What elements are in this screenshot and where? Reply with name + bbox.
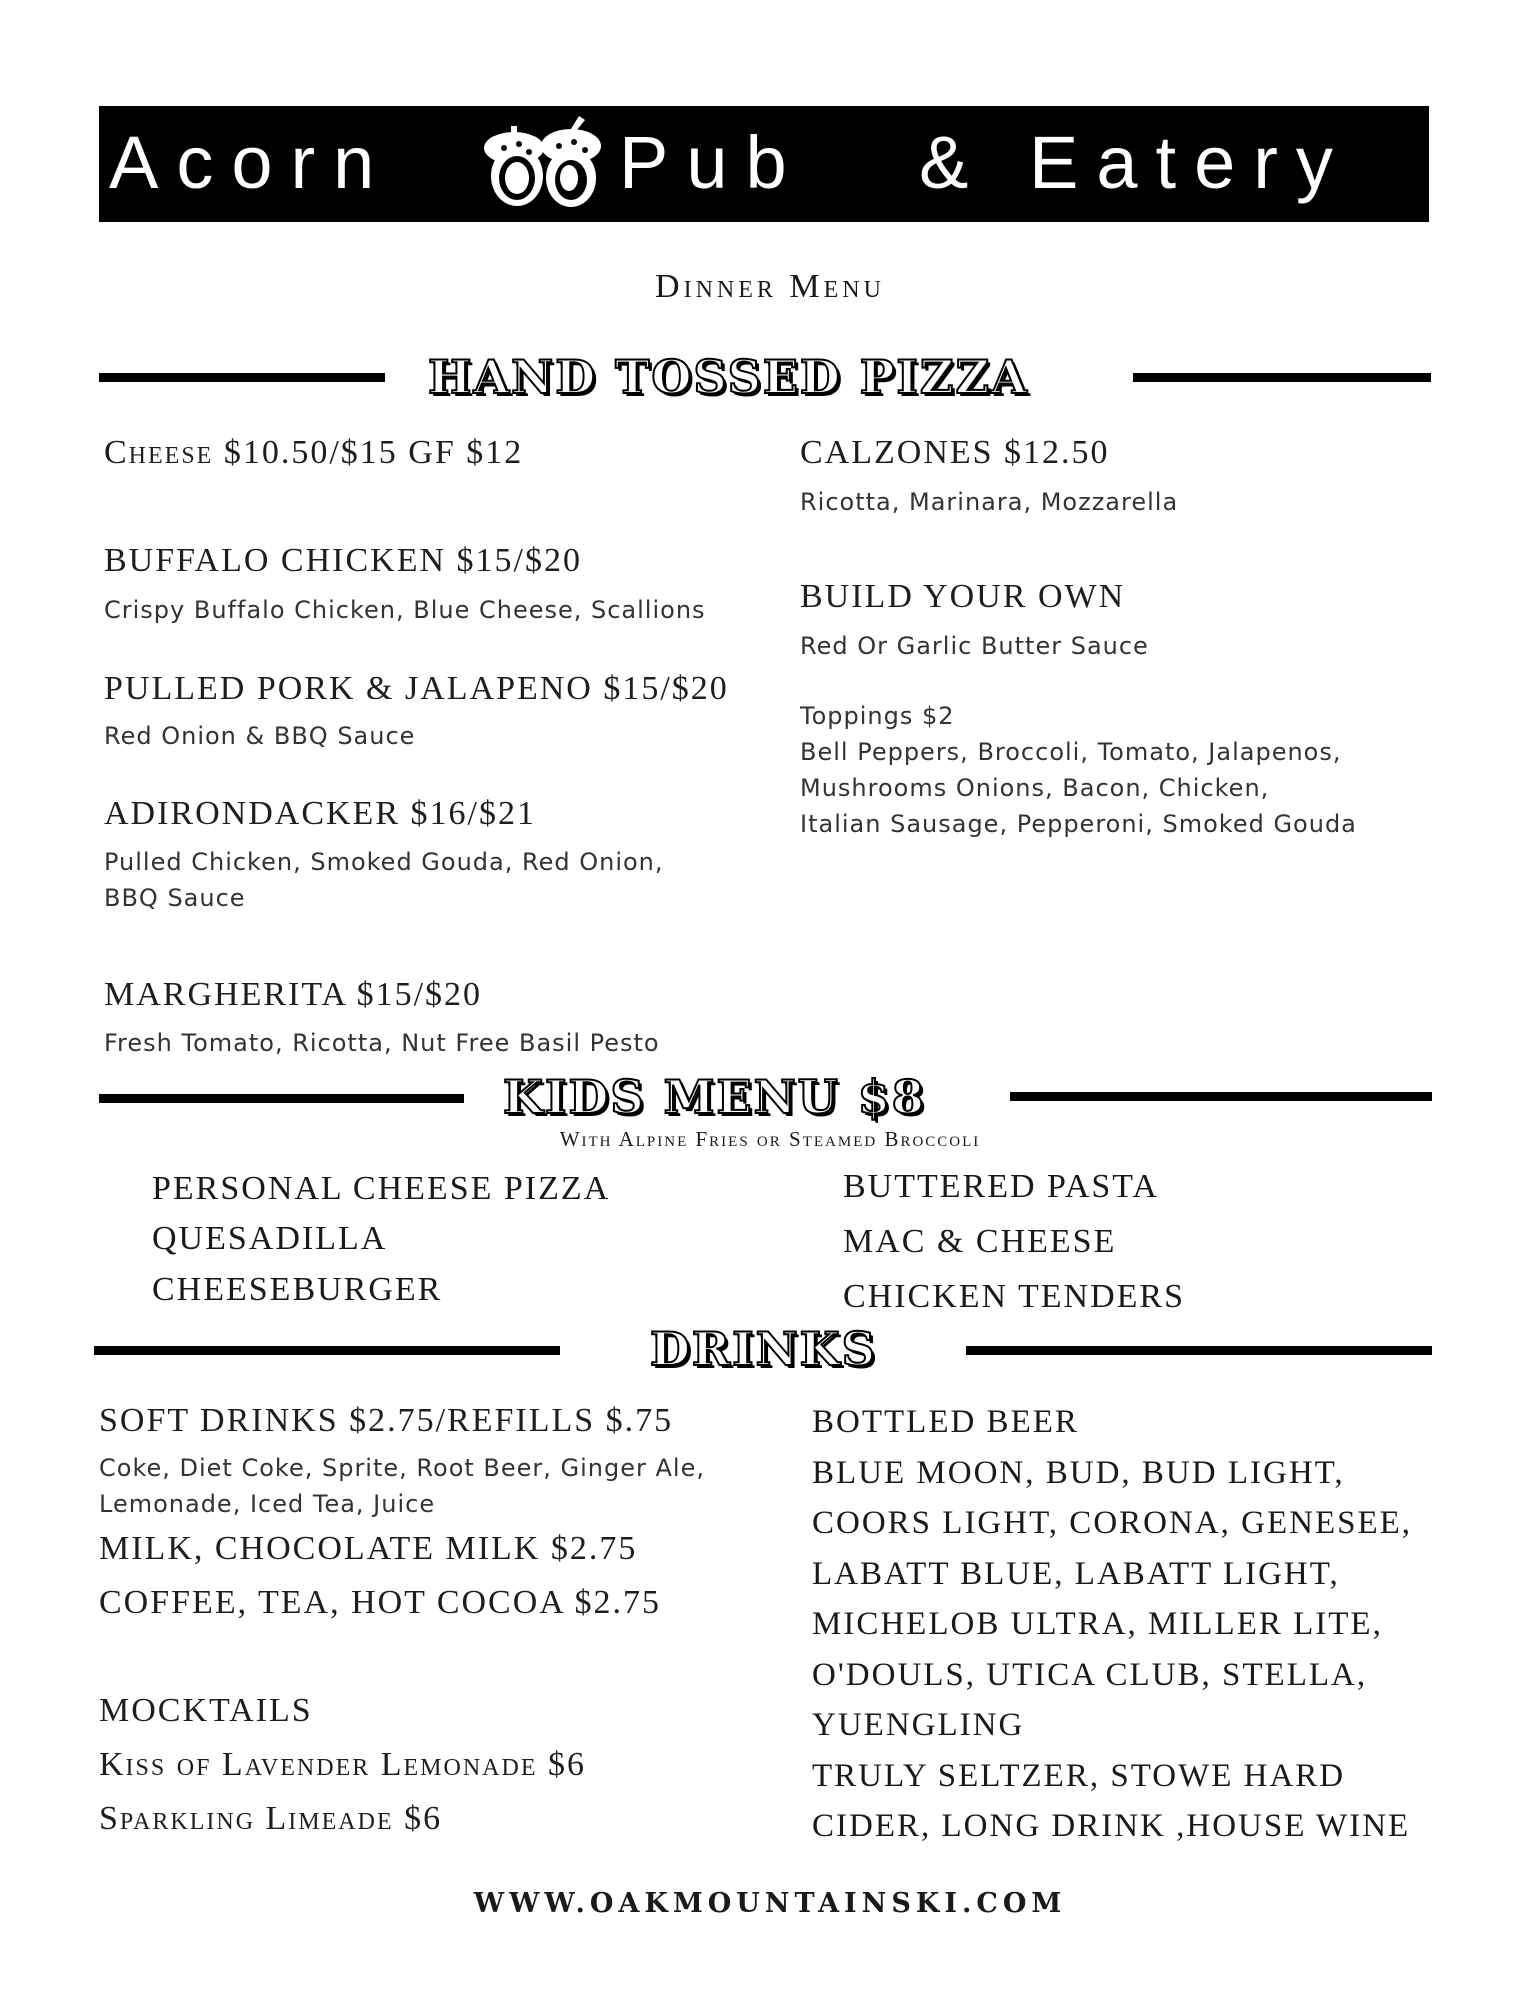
kids-item: BUTTERED PASTA: [843, 1168, 1159, 1205]
pizza-item-desc: Red Or Garlic Butter Sauce: [800, 632, 1149, 660]
kids-item: PERSONAL CHEESE PIZZA: [152, 1170, 611, 1207]
pizza-item-desc: Ricotta, Marinara, Mozzarella: [800, 488, 1179, 516]
acorn-icon: [459, 112, 619, 216]
pizza-item-name: BUFFALO CHICKEN $15/$20: [104, 542, 582, 579]
beer-line: COORS LIGHT, CORONA, GENESEE,: [812, 1505, 1413, 1541]
beer-line: O'DOULS, UTICA CLUB, STELLA,: [812, 1657, 1368, 1693]
beer-line: TRULY SELTZER, STOWE HARD: [812, 1758, 1346, 1794]
menu-subtitle: Dinner Menu: [655, 268, 885, 305]
mocktail-item: Kiss of Lavender Lemonade $6: [99, 1746, 587, 1783]
pizza-item-desc: Crispy Buffalo Chicken, Blue Cheese, Scallions: [104, 596, 706, 624]
kids-item: MAC & CHEESE: [843, 1223, 1117, 1260]
header-word-acorn: Acorn: [109, 121, 393, 204]
pizza-item-desc: Pulled Chicken, Smoked Gouda, Red Onion,: [104, 848, 664, 876]
header-word-eatery: Eatery: [1029, 121, 1351, 204]
beer-line: LABATT BLUE, LABATT LIGHT,: [812, 1556, 1340, 1592]
pizza-item-name: BUILD YOUR OWN: [800, 578, 1126, 615]
mocktails-title: MOCKTAILS: [99, 1692, 313, 1729]
pizza-item-desc: Red Onion & BBQ Sauce: [104, 722, 416, 750]
mocktail-item: Sparkling Limeade $6: [99, 1800, 443, 1837]
pizza-item-name: CALZONES $12.50: [800, 434, 1110, 471]
kids-item: CHICKEN TENDERS: [843, 1278, 1185, 1315]
header-word-pub: Pub: [619, 121, 805, 204]
pizza-item-name: MARGHERITA $15/$20: [104, 976, 483, 1013]
section-title-drinks: DRINKS: [650, 1322, 877, 1376]
drink-item-name: COFFEE, TEA, HOT COCOA $2.75: [99, 1584, 661, 1621]
drink-item-desc: Coke, Diet Coke, Sprite, Root Beer, Ginger Ale,: [99, 1454, 705, 1482]
pizza-item-name: PULLED PORK & JALAPENO $15/$20: [104, 670, 729, 707]
beer-line: MICHELOB ULTRA, MILLER LITE,: [812, 1606, 1383, 1642]
pizza-item-desc: Fresh Tomato, Ricotta, Nut Free Basil Pesto: [104, 1029, 660, 1057]
section-title-kids: KIDS MENU $8: [503, 1070, 926, 1124]
toppings-desc: Italian Sausage, Pepperoni, Smoked Gouda: [800, 810, 1357, 838]
kids-item: QUESADILLA: [152, 1220, 388, 1257]
kids-item: CHEESEBURGER: [152, 1271, 443, 1308]
header-banner: [99, 106, 1429, 222]
divider-rule: [99, 373, 385, 382]
beer-title: BOTTLED BEER: [812, 1404, 1079, 1440]
drink-item-desc: Lemonade, Iced Tea, Juice: [99, 1490, 436, 1518]
beer-line: CIDER, LONG DRINK ,HOUSE WINE: [812, 1808, 1411, 1844]
drink-item-name: SOFT DRINKS $2.75/REFILLS $.75: [99, 1402, 674, 1439]
website-link[interactable]: WWW.OAKMOUNTAINSKI.COM: [473, 1888, 1067, 1919]
pizza-item-name: Cheese $10.50/$15 GF $12: [104, 434, 524, 471]
beer-line: BLUE MOON, BUD, BUD LIGHT,: [812, 1455, 1345, 1491]
pizza-item-name: ADIRONDACKER $16/$21: [104, 795, 536, 832]
drink-item-name: MILK, CHOCOLATE MILK $2.75: [99, 1530, 638, 1567]
pizza-item-desc: BBQ Sauce: [104, 884, 246, 912]
divider-rule: [94, 1346, 560, 1355]
toppings-desc: Bell Peppers, Broccoli, Tomato, Jalapenos,: [800, 738, 1342, 766]
divider-rule: [966, 1346, 1432, 1355]
divider-rule: [1133, 373, 1431, 382]
header-word-ampersand: &: [919, 121, 987, 204]
divider-rule: [1010, 1092, 1432, 1101]
divider-rule: [99, 1094, 464, 1103]
kids-note: With Alpine Fries or Steamed Broccoli: [559, 1127, 981, 1151]
toppings-desc: Mushrooms Onions, Bacon, Chicken,: [800, 774, 1270, 802]
beer-line: YUENGLING: [812, 1707, 1025, 1743]
toppings-desc: Toppings $2: [800, 702, 955, 730]
section-title-pizza: HAND TOSSED PIZZA: [428, 350, 1029, 404]
